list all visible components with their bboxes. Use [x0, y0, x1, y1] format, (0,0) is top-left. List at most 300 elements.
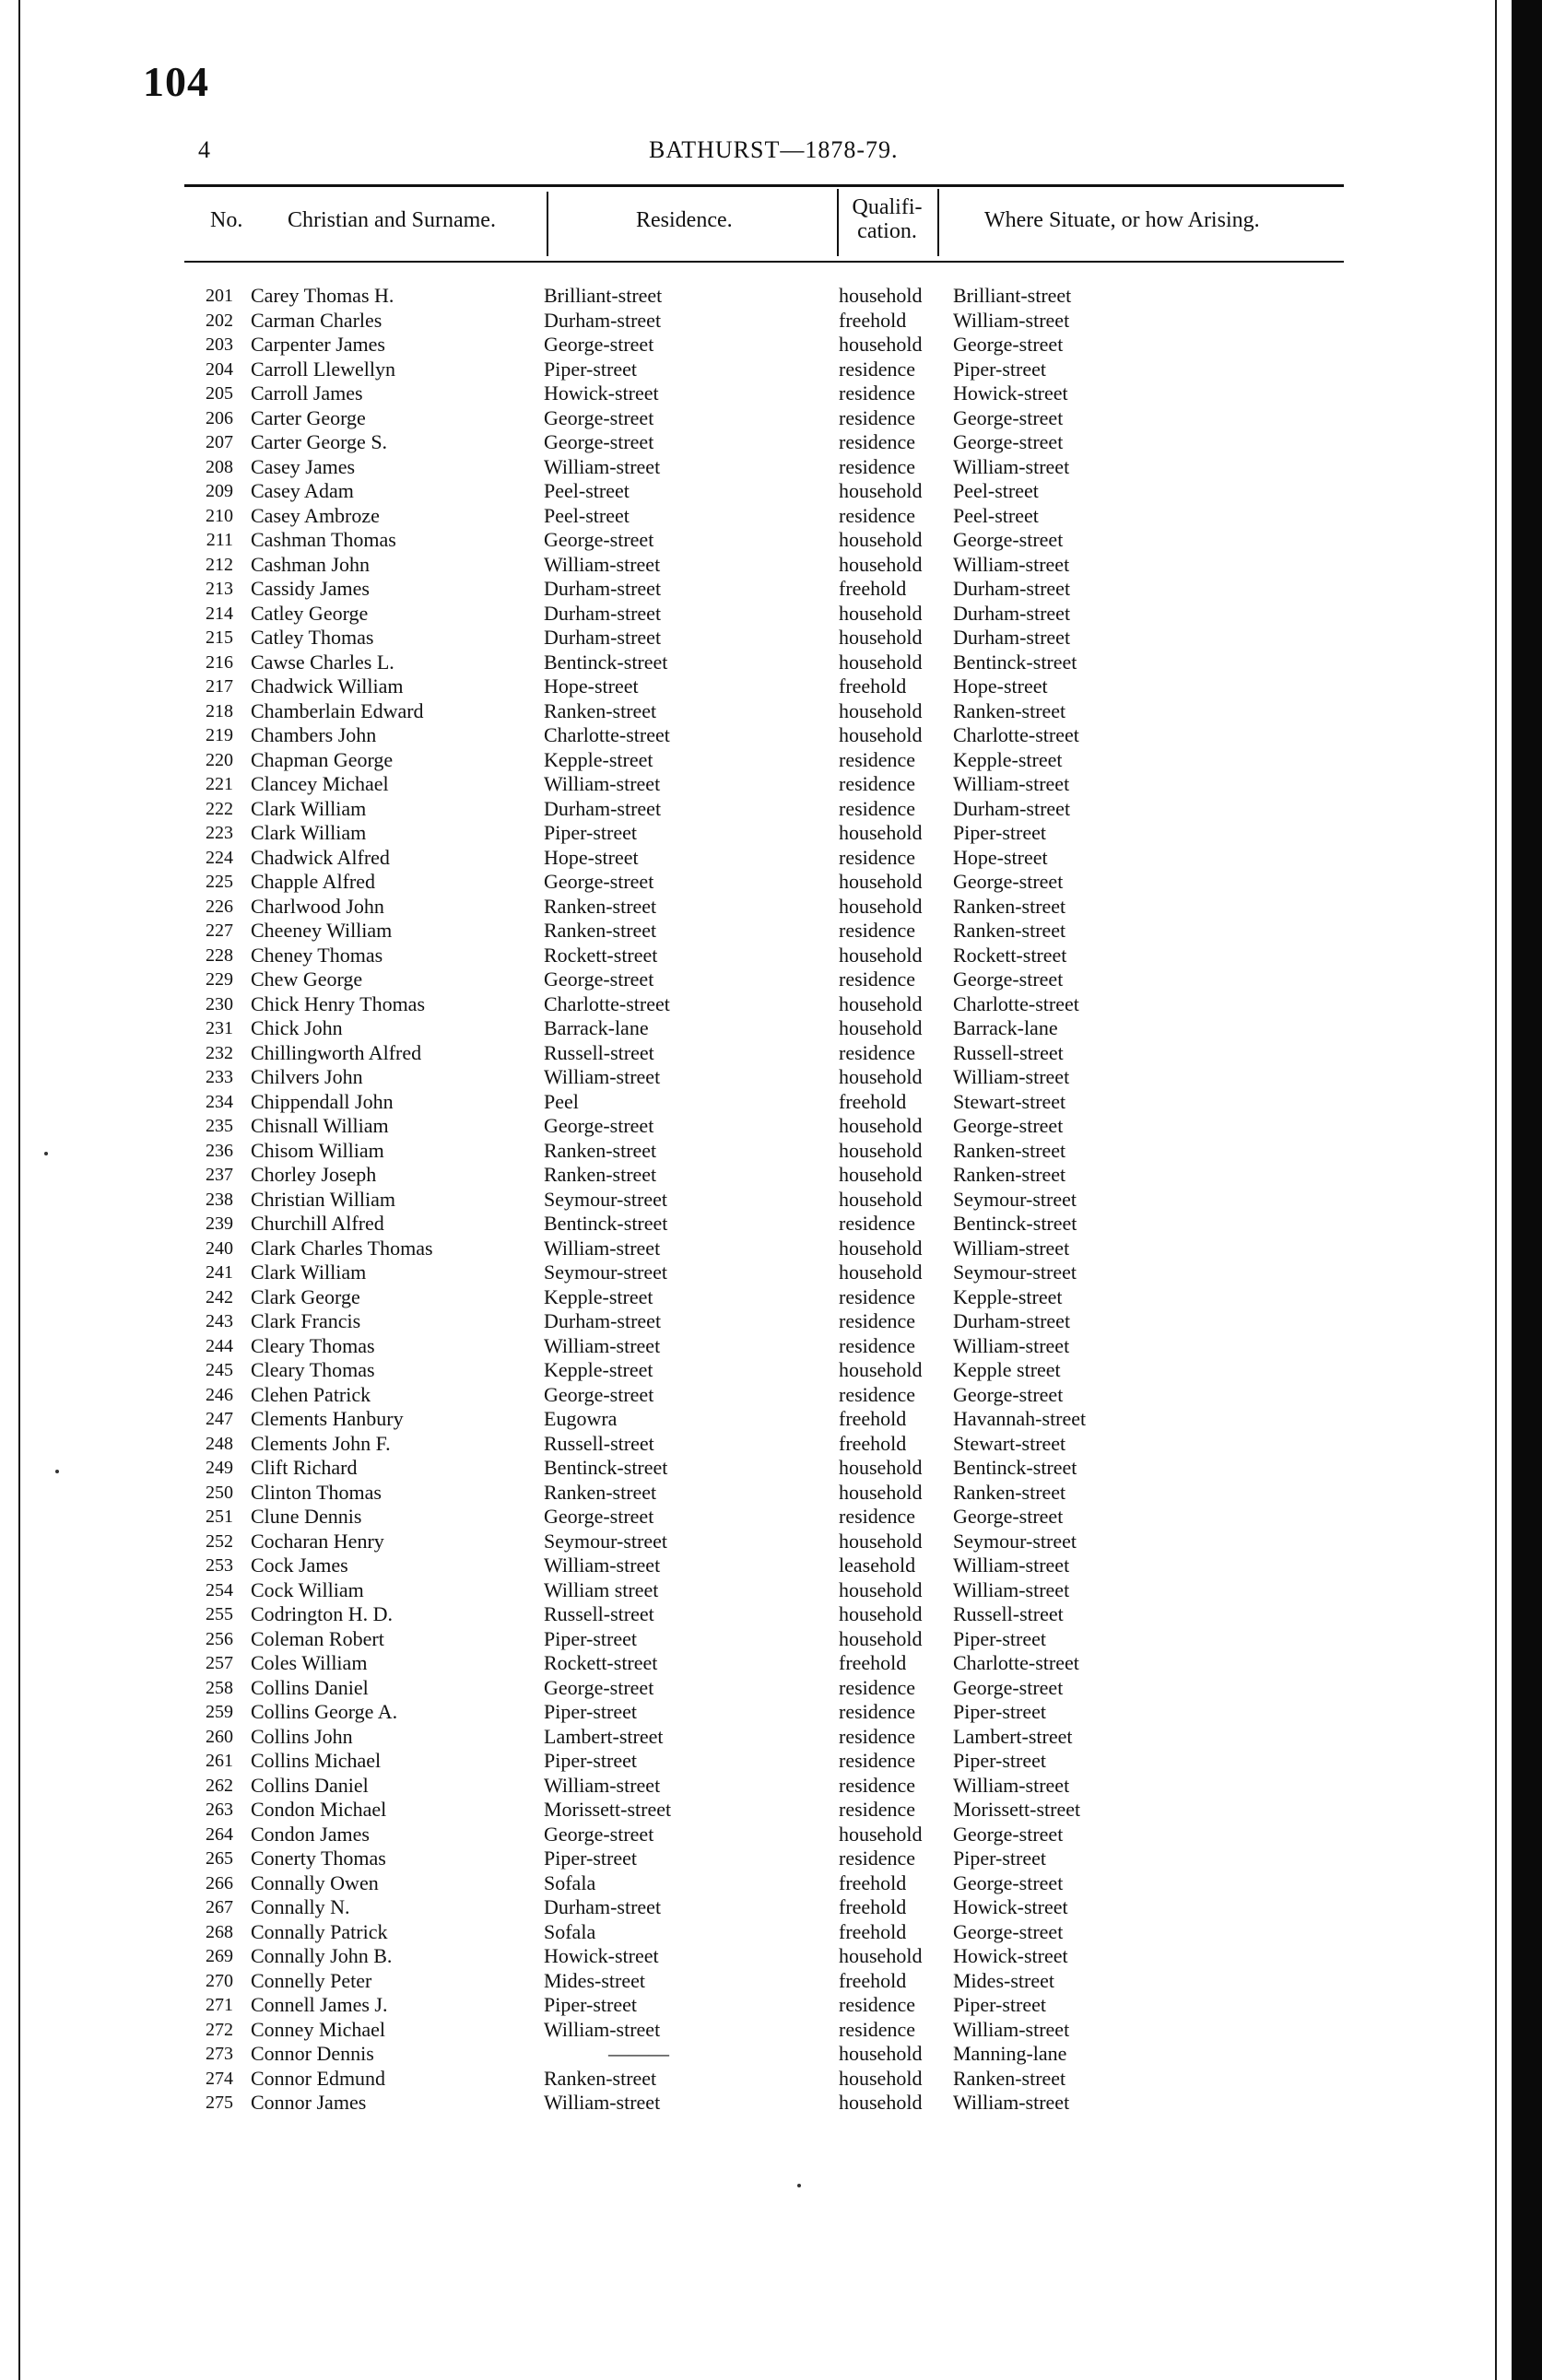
entry-number: 268	[206, 1921, 233, 1942]
elector-name: Carpenter James	[251, 333, 385, 356]
entry-number: 243	[206, 1311, 233, 1331]
header-bottom-rule	[184, 261, 1344, 263]
table-row	[0, 651, 1542, 675]
table-row	[0, 821, 1542, 846]
residence: Bentinck-street	[544, 1212, 668, 1235]
entry-number: 203	[206, 334, 233, 355]
qualification: residence	[839, 1749, 916, 1772]
table-row	[0, 1090, 1542, 1115]
table-row	[0, 284, 1542, 309]
where-situate: William-street	[953, 1773, 1070, 1797]
residence: Durham-street	[544, 1895, 662, 1918]
residence: Ranken-street	[544, 698, 657, 722]
elector-name: Connell James J.	[251, 1993, 388, 2016]
qualification: residence	[839, 1333, 916, 1357]
folio-number: 104	[143, 58, 209, 105]
entry-number: 214	[206, 603, 233, 624]
entry-number: 273	[206, 2044, 233, 2064]
table-row	[0, 1847, 1542, 1871]
where-situate: Lambert-street	[953, 1724, 1073, 1748]
residence: William-street	[544, 1553, 661, 1577]
where-situate: Durham-street	[953, 1309, 1071, 1332]
where-situate: William-street	[953, 2091, 1070, 2114]
header-divider	[547, 192, 548, 256]
entry-number: 239	[206, 1213, 233, 1234]
qualification: household	[839, 650, 923, 674]
where-situate: Durham-street	[953, 601, 1071, 625]
elector-name: Cassidy James	[251, 577, 370, 600]
where-situate: George-street	[953, 1870, 1064, 1894]
elector-name: Cashman Thomas	[251, 528, 396, 551]
residence: Mides-street	[544, 1968, 645, 1992]
residence: Eugowra	[544, 1407, 618, 1430]
table-row	[0, 1309, 1542, 1334]
elector-name: Chadwick Alfred	[251, 845, 390, 869]
header-divider	[837, 189, 839, 256]
entry-number: 240	[206, 1237, 233, 1259]
table-row	[0, 1993, 1542, 2018]
elector-name: Cheney Thomas	[251, 943, 383, 967]
residence: Piper-street	[544, 1847, 637, 1870]
residence: Durham-street	[544, 626, 662, 649]
elector-name: Christian William	[251, 1187, 395, 1211]
qualification: household	[839, 333, 923, 356]
qualification: household	[839, 821, 923, 844]
table-row	[0, 455, 1542, 480]
qualification: household	[839, 1260, 923, 1284]
table-row	[0, 2067, 1542, 2092]
where-situate: Ranken-street	[953, 1163, 1066, 1186]
residence: George-street	[544, 1675, 654, 1699]
qualification: household	[839, 1114, 923, 1137]
residence: Piper-street	[544, 1626, 637, 1650]
qualification: household	[839, 943, 923, 967]
where-situate: Howick-street	[953, 381, 1068, 404]
residence: Kepple-street	[544, 1358, 653, 1381]
residence: Rockett-street	[544, 1651, 658, 1674]
entry-number: 252	[206, 1530, 233, 1552]
qualification: household	[839, 552, 923, 576]
where-situate: William-street	[953, 772, 1070, 795]
where-situate: Hope-street	[953, 674, 1048, 698]
where-situate: Charlotte-street	[953, 1651, 1079, 1674]
header-top-rule	[184, 184, 1344, 187]
residence: Russell-street	[544, 1602, 654, 1625]
table-row	[0, 674, 1542, 699]
residence: George-street	[544, 1114, 654, 1137]
where-situate: Seymour-street	[953, 1260, 1077, 1284]
qualification: residence	[839, 1993, 916, 2016]
residence: Ranken-street	[544, 1138, 657, 1162]
entry-number: 241	[206, 1262, 233, 1283]
elector-name: Clehen Patrick	[251, 1382, 371, 1406]
where-situate: Kepple street	[953, 1358, 1061, 1381]
entry-number: 221	[206, 774, 233, 794]
entry-number: 215	[206, 627, 233, 648]
elector-name: Casey Adam	[251, 479, 354, 502]
table-row	[0, 1481, 1542, 1506]
elector-name: Chamberlain Edward	[251, 698, 424, 722]
qualification: household	[839, 284, 923, 307]
elector-name: Clark William	[251, 821, 367, 844]
qualification: residence	[839, 1847, 916, 1870]
table-row	[0, 406, 1542, 431]
elector-name: Cock William	[251, 1577, 364, 1601]
where-situate: Hope-street	[953, 845, 1048, 869]
where-situate: Piper-street	[953, 1700, 1046, 1723]
table-row	[0, 1334, 1542, 1359]
qualification: freehold	[839, 1919, 907, 1943]
elector-name: Cleary Thomas	[251, 1333, 375, 1357]
entry-number: 204	[206, 358, 233, 380]
table-row	[0, 479, 1542, 504]
table-row	[0, 797, 1542, 822]
qualification: residence	[839, 1382, 916, 1406]
residence: Durham-street	[544, 601, 662, 625]
where-situate: Charlotte-street	[953, 991, 1079, 1015]
elector-name: Cashman John	[251, 552, 370, 576]
where-situate: Seymour-street	[953, 1529, 1077, 1553]
entry-number: 260	[206, 1726, 233, 1747]
residence: Ranken-street	[544, 2066, 657, 2090]
where-situate: Ranken-street	[953, 894, 1066, 918]
qualification: household	[839, 1187, 923, 1211]
entry-number: 275	[206, 2093, 233, 2113]
table-row	[0, 1700, 1542, 1725]
qualification: freehold	[839, 1870, 907, 1894]
table-row	[0, 2042, 1542, 2067]
entry-number: 219	[206, 725, 233, 745]
entry-number: 227	[206, 920, 233, 941]
table-row	[0, 1895, 1542, 1920]
entry-number: 266	[206, 1872, 233, 1893]
qualification: residence	[839, 2017, 916, 2041]
entry-number: 250	[206, 1482, 233, 1503]
where-situate: Durham-street	[953, 577, 1071, 600]
entry-number: 226	[206, 896, 233, 917]
entry-number: 257	[206, 1653, 233, 1673]
where-situate: Bentinck-street	[953, 650, 1077, 674]
qualification: household	[839, 2091, 923, 2114]
where-situate: Ranken-street	[953, 1138, 1066, 1162]
elector-name: Collins Daniel	[251, 1675, 369, 1699]
entry-number: 234	[206, 1091, 233, 1112]
residence: George-street	[544, 405, 654, 429]
residence: Bentinck-street	[544, 1456, 668, 1479]
residence: Hope-street	[544, 674, 639, 698]
residence: Ranken-street	[544, 1163, 657, 1186]
where-situate: Seymour-street	[953, 1187, 1077, 1211]
table-row	[0, 1139, 1542, 1164]
elector-name: Connally Patrick	[251, 1919, 388, 1943]
table-row	[0, 1358, 1542, 1383]
entry-number: 274	[206, 2068, 233, 2089]
where-situate: Kepple-street	[953, 747, 1063, 771]
where-situate: George-street	[953, 967, 1064, 991]
where-situate: Piper-street	[953, 357, 1046, 381]
where-situate: Piper-street	[953, 1847, 1046, 1870]
elector-name: Condon James	[251, 1822, 370, 1846]
residence: Durham-street	[544, 308, 662, 332]
residence: William-street	[544, 772, 661, 795]
entry-number: 262	[206, 1775, 233, 1796]
residence: Kepple-street	[544, 1284, 653, 1308]
entry-number: 267	[206, 1897, 233, 1917]
elector-name: Clinton Thomas	[251, 1480, 382, 1504]
elector-name: Cawse Charles L.	[251, 650, 394, 674]
entry-number: 253	[206, 1555, 233, 1576]
table-row	[0, 846, 1542, 871]
residence: William street	[544, 1577, 659, 1601]
where-situate: Howick-street	[953, 1895, 1068, 1918]
where-situate: William-street	[953, 454, 1070, 478]
qualification: residence	[839, 405, 916, 429]
table-row	[0, 358, 1542, 382]
where-situate: Bentinck-street	[953, 1456, 1077, 1479]
where-situate: George-street	[953, 333, 1064, 356]
entry-number: 251	[206, 1507, 233, 1527]
elector-name: Chambers John	[251, 723, 377, 746]
table-row	[0, 967, 1542, 992]
table-row	[0, 1285, 1542, 1310]
elector-name: Chapple Alfred	[251, 870, 376, 893]
residence: Charlotte-street	[544, 723, 670, 746]
elector-name: Churchill Alfred	[251, 1212, 384, 1235]
qualification: freehold	[839, 1089, 907, 1113]
entry-number: 202	[206, 310, 233, 331]
header-residence: Residence.	[636, 208, 733, 232]
residence: Rockett-street	[544, 943, 658, 967]
elector-name: Cleary Thomas	[251, 1358, 375, 1381]
elector-name: Collins John	[251, 1724, 353, 1748]
entry-number: 205	[206, 383, 233, 404]
entry-number: 270	[206, 1970, 233, 1991]
qualification: freehold	[839, 1651, 907, 1674]
entry-number: 247	[206, 1409, 233, 1429]
qualification: household	[839, 870, 923, 893]
qualification: freehold	[839, 1431, 907, 1455]
residence: Piper-street	[544, 1993, 637, 2016]
qualification: household	[839, 1163, 923, 1186]
elector-name: Charlwood John	[251, 894, 384, 918]
entry-number: 256	[206, 1628, 233, 1649]
where-situate: Stewart-street	[953, 1089, 1066, 1113]
where-situate: George-street	[953, 405, 1064, 429]
where-situate: Barrack-lane	[953, 1016, 1058, 1039]
where-situate: Ranken-street	[953, 698, 1066, 722]
residence: Piper-street	[544, 1749, 637, 1772]
header-divider	[937, 189, 939, 256]
residence: George-street	[544, 1382, 654, 1406]
where-situate: William-street	[953, 1236, 1070, 1260]
table-row	[0, 2091, 1542, 2116]
entry-number: 222	[206, 798, 233, 819]
table-row	[0, 1871, 1542, 1896]
elector-name: Catley George	[251, 601, 369, 625]
table-row	[0, 1114, 1542, 1139]
residence: Hope-street	[544, 845, 639, 869]
qualification: household	[839, 1626, 923, 1650]
table-row	[0, 1969, 1542, 1994]
qualification: household	[839, 1602, 923, 1625]
elector-name: Clements John F.	[251, 1431, 391, 1455]
table-row	[0, 1188, 1542, 1213]
qualification: residence	[839, 772, 916, 795]
residence: William-street	[544, 2017, 661, 2041]
where-situate: Russell-street	[953, 1602, 1064, 1625]
where-situate: Russell-street	[953, 1040, 1064, 1064]
ink-speck	[44, 1152, 48, 1155]
residence: George-street	[544, 1505, 654, 1528]
qualification: household	[839, 1480, 923, 1504]
entry-number: 201	[206, 286, 233, 306]
qualification: household	[839, 723, 923, 746]
table-row	[0, 626, 1542, 651]
qualification: freehold	[839, 674, 907, 698]
elector-name: Clark Charles Thomas	[251, 1236, 433, 1260]
residence: Russell-street	[544, 1431, 654, 1455]
table-row	[0, 1725, 1542, 1750]
elector-name: Clune Dennis	[251, 1505, 362, 1528]
qualification: residence	[839, 1309, 916, 1332]
table-row	[0, 1163, 1542, 1188]
qualification: household	[839, 698, 923, 722]
where-situate: Brilliant-street	[953, 284, 1072, 307]
elector-name: Cocharan Henry	[251, 1529, 384, 1553]
header-where: Where Situate, or how Arising.	[984, 208, 1260, 232]
entry-number: 216	[206, 651, 233, 673]
table-row	[0, 1823, 1542, 1847]
table-row	[0, 699, 1542, 724]
where-situate: Piper-street	[953, 1993, 1046, 2016]
entry-number: 271	[206, 1995, 233, 2015]
elector-name: Coleman Robert	[251, 1626, 384, 1650]
entry-number: 237	[206, 1165, 233, 1185]
where-situate: Morissett-street	[953, 1798, 1081, 1821]
entry-number: 269	[206, 1946, 233, 1966]
ink-speck	[797, 2184, 801, 2187]
table-row	[0, 1041, 1542, 1066]
residence: Durham-street	[544, 796, 662, 820]
qualification: household	[839, 1456, 923, 1479]
entry-number: 248	[206, 1433, 233, 1454]
qualification: household	[839, 1016, 923, 1039]
entry-number: 229	[206, 969, 233, 990]
residence: Bentinck-street	[544, 650, 668, 674]
elector-name: Carter George S.	[251, 430, 388, 453]
entry-number: 242	[206, 1286, 233, 1307]
residence: Ranken-street	[544, 894, 657, 918]
table-row	[0, 748, 1542, 773]
qualification: freehold	[839, 1895, 907, 1918]
qualification: residence	[839, 1773, 916, 1797]
qualification: residence	[839, 747, 916, 771]
qualification: household	[839, 479, 923, 502]
elector-name: Connally Owen	[251, 1870, 379, 1894]
residence: Howick-street	[544, 1944, 659, 1967]
qualification: residence	[839, 1505, 916, 1528]
elector-name: Clift Richard	[251, 1456, 358, 1479]
where-situate: Rockett-street	[953, 943, 1067, 967]
table-row	[0, 895, 1542, 920]
where-situate: Piper-street	[953, 821, 1046, 844]
residence: Piper-street	[544, 1700, 637, 1723]
entry-number: 212	[206, 554, 233, 575]
table-row	[0, 870, 1542, 895]
residence: Sofala	[544, 1870, 596, 1894]
table-row	[0, 1676, 1542, 1701]
where-situate: Charlotte-street	[953, 723, 1079, 746]
elector-name: Casey James	[251, 454, 356, 478]
qualification: freehold	[839, 577, 907, 600]
entry-number: 272	[206, 2019, 233, 2040]
elector-name: Connor Edmund	[251, 2066, 386, 2090]
qualification: freehold	[839, 1968, 907, 1992]
table-row	[0, 602, 1542, 627]
entry-number: 263	[206, 1800, 233, 1820]
entry-number: 236	[206, 1140, 233, 1161]
elector-name: Carter George	[251, 405, 366, 429]
where-situate: Kepple-street	[953, 1284, 1063, 1308]
table-row	[0, 1237, 1542, 1261]
residence: Howick-street	[544, 381, 659, 404]
residence: George-street	[544, 1822, 654, 1846]
entry-number: 231	[206, 1018, 233, 1038]
residence: Peel	[544, 1089, 579, 1113]
elector-name: Codrington H. D.	[251, 1602, 393, 1625]
qualification: residence	[839, 1675, 916, 1699]
where-situate: William-street	[953, 552, 1070, 576]
where-situate: Howick-street	[953, 1944, 1068, 1967]
elector-name: Connelly Peter	[251, 1968, 372, 1992]
table-row	[0, 992, 1542, 1017]
entry-number: 218	[206, 700, 233, 721]
entry-number: 232	[206, 1042, 233, 1063]
qualification: residence	[839, 503, 916, 527]
qualification: residence	[839, 1798, 916, 1821]
elector-name: Chapman George	[251, 747, 394, 771]
elector-name: Chisnall William	[251, 1114, 389, 1137]
table-row	[0, 1456, 1542, 1481]
table-row	[0, 1798, 1542, 1823]
table-row	[0, 1212, 1542, 1237]
where-situate: George-street	[953, 1114, 1064, 1137]
table-row	[0, 1774, 1542, 1799]
where-situate: Peel-street	[953, 479, 1039, 502]
where-situate: William-street	[953, 1065, 1070, 1088]
where-situate: William-street	[953, 1553, 1070, 1577]
elector-name: Collins Michael	[251, 1749, 382, 1772]
where-situate: Havannah-street	[953, 1407, 1087, 1430]
qualification: residence	[839, 381, 916, 404]
table-row	[0, 919, 1542, 944]
elector-name: Casey Ambroze	[251, 503, 380, 527]
qualification: residence	[839, 1700, 916, 1723]
entry-number: 249	[206, 1458, 233, 1478]
table-row	[0, 2018, 1542, 2043]
qualification: household	[839, 894, 923, 918]
where-situate: George-street	[953, 528, 1064, 551]
where-situate: Bentinck-street	[953, 1212, 1077, 1235]
qualification: household	[839, 991, 923, 1015]
residence: Peel-street	[544, 479, 630, 502]
table-row	[0, 577, 1542, 602]
entry-number: 217	[206, 676, 233, 697]
qualification: household	[839, 528, 923, 551]
elector-name: Chisom William	[251, 1138, 384, 1162]
table-row	[0, 1407, 1542, 1432]
elector-name: Connally John B.	[251, 1944, 393, 1967]
